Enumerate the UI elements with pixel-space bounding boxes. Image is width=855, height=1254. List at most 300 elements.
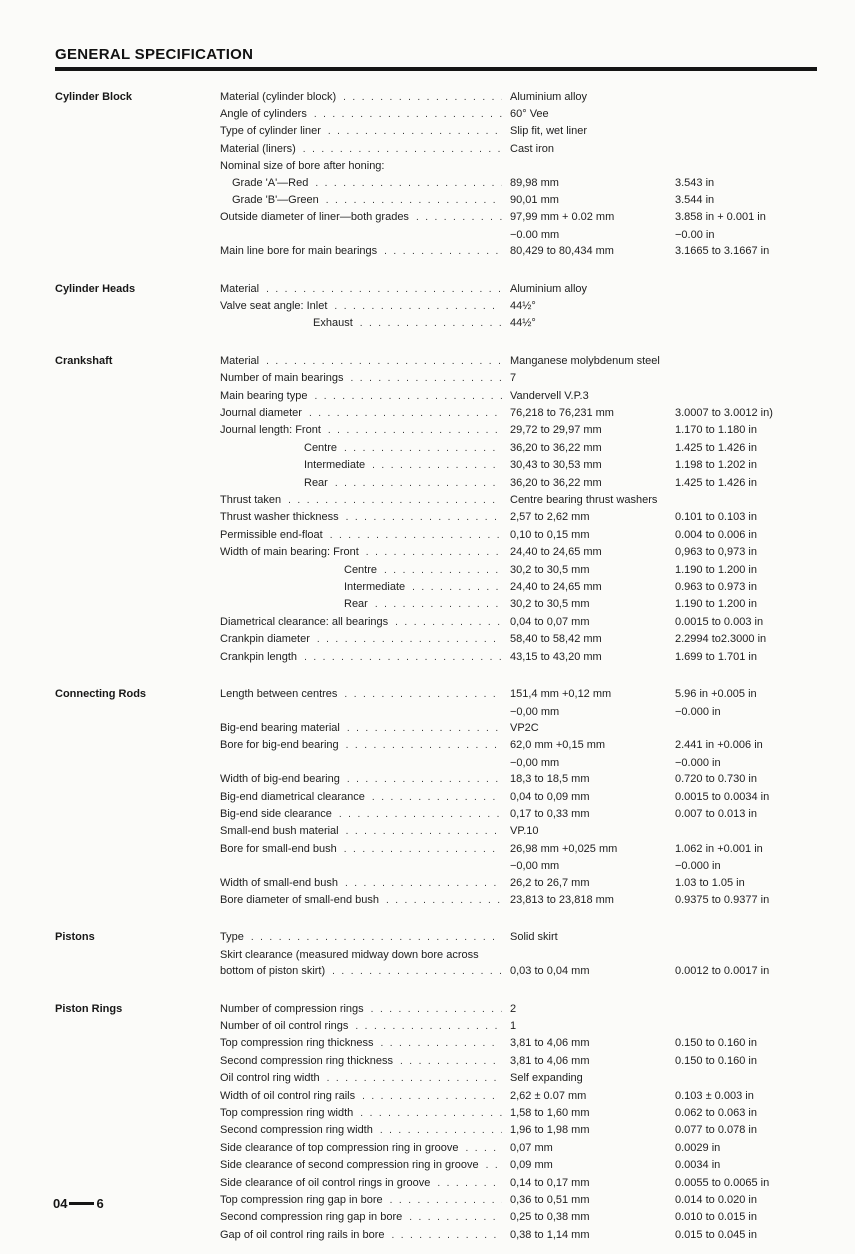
- metric-value: 1,58 to 1,60 mm: [510, 1107, 590, 1120]
- dot-leader: [334, 299, 502, 315]
- imperial-value: [675, 1018, 817, 1035]
- spec-label-text: Outside diameter of liner—both grades: [220, 211, 409, 224]
- spec-row: [220, 475, 817, 492]
- dot-leader: [330, 528, 502, 544]
- metric-value: 62,0 mm +0,15 mm: [510, 739, 606, 752]
- spec-label-text: Centre: [304, 441, 338, 454]
- spec-row: [220, 89, 817, 106]
- spec-label-text: Skirt clearance (measured midway down bore across: [220, 948, 479, 961]
- spec-label-text: Material (liners): [220, 142, 296, 155]
- imperial-value: 0.077 to 0.078 in: [675, 1124, 757, 1137]
- dot-leader: [346, 824, 502, 840]
- dot-leader: [344, 842, 502, 858]
- spec-label: [220, 315, 510, 332]
- spec-row: [220, 1209, 817, 1226]
- metric-value: Centre bearing thrust washers: [510, 494, 658, 507]
- spec-label: [220, 1105, 510, 1122]
- spec-row: [220, 353, 817, 370]
- spec-label: [220, 1192, 510, 1209]
- metric-value: 0,07 mm: [510, 1141, 553, 1154]
- spec-label: [220, 509, 510, 526]
- metric-value: Manganese molybdenum steel: [510, 354, 660, 367]
- dot-leader: [326, 193, 502, 209]
- imperial-value: [675, 353, 817, 370]
- imperial-value: 1.425 to 1.426 in: [675, 441, 757, 454]
- spec-row: [220, 1001, 817, 1018]
- metric-value: −0.00 mm: [510, 228, 560, 241]
- metric-value: 30,2 to 30,5 mm: [510, 598, 590, 611]
- metric-value: 3,81 to 4,06 mm: [510, 1054, 590, 1067]
- spec-row: [220, 509, 817, 526]
- section-rows: [220, 686, 817, 909]
- imperial-value: 0.007 to 0.013 in: [675, 807, 757, 820]
- spec-label-text: Material (cylinder block): [220, 90, 337, 103]
- spec-label: [220, 686, 510, 703]
- spec-label-text: Side clearance of top compression ring in groove: [220, 1141, 459, 1154]
- spec-row: [220, 422, 817, 439]
- section-rows: [220, 281, 817, 333]
- metric-value: 89,98 mm: [510, 176, 559, 189]
- imperial-value: −0.000 in: [675, 860, 721, 873]
- dot-leader: [346, 738, 502, 754]
- imperial-value: 3.543 in: [675, 176, 715, 189]
- dot-leader: [345, 876, 502, 892]
- imperial-value: 0.014 to 0.020 in: [675, 1194, 757, 1207]
- spec-label-text: Material: [220, 282, 260, 295]
- imperial-value: 0.0012 to 0.0017 in: [675, 965, 770, 978]
- metric-value: 60° Vee: [510, 107, 549, 120]
- spec-label-text: Big-end bearing material: [220, 721, 340, 734]
- spec-label-text: Big-end side clearance: [220, 807, 332, 820]
- spec-label: [220, 1227, 510, 1244]
- spec-label: [220, 704, 510, 720]
- spec-label: [220, 1140, 510, 1157]
- spec-row: [220, 1122, 817, 1139]
- spec-row: [220, 579, 817, 596]
- spec-label: [220, 1088, 510, 1105]
- spec-label: [220, 1001, 510, 1018]
- spec-row: [220, 755, 817, 771]
- metric-value: 26,2 to 26,7 mm: [510, 876, 590, 889]
- imperial-value: 1.062 in +0.001 in: [675, 842, 763, 855]
- spec-row: [220, 892, 817, 909]
- metric-value: 43,15 to 43,20 mm: [510, 650, 602, 663]
- imperial-value: 0.015 to 0.045 in: [675, 1228, 757, 1241]
- spec-label: [220, 492, 510, 509]
- imperial-value: [675, 947, 817, 963]
- spec-row: [220, 243, 817, 260]
- spec-label: [220, 123, 510, 140]
- spec-row: [220, 649, 817, 666]
- metric-value: 2: [510, 1002, 517, 1015]
- spec-label: [220, 440, 510, 457]
- dot-leader: [366, 545, 502, 561]
- spec-row: [220, 492, 817, 509]
- imperial-value: 1.190 to 1.200 in: [675, 598, 757, 611]
- spec-row: [220, 963, 817, 980]
- imperial-value: −0.000 in: [675, 756, 721, 769]
- spec-label-text: Angle of cylinders: [220, 107, 307, 120]
- dot-leader: [437, 1176, 502, 1192]
- spec-label-text: Bore diameter of small-end bush: [220, 893, 379, 906]
- spec-label: [220, 1070, 510, 1087]
- spec-label: [220, 1157, 510, 1174]
- spec-row: [220, 227, 817, 243]
- spec-label-text: Width of big-end bearing: [220, 773, 340, 786]
- metric-value: 80,429 to 80,434 mm: [510, 245, 614, 258]
- imperial-value: 2.441 in +0.006 in: [675, 739, 763, 752]
- spec-row: [220, 1035, 817, 1052]
- imperial-value: 1.425 to 1.426 in: [675, 476, 757, 489]
- metric-value: 0,25 to 0,38 mm: [510, 1211, 590, 1224]
- spec-row: [220, 841, 817, 858]
- spec-label-text: Length between centres: [220, 688, 338, 701]
- dot-leader: [344, 687, 502, 703]
- spec-label-text: Oil control ring width: [220, 1072, 320, 1085]
- spec-label-text: bottom of piston skirt): [220, 965, 326, 978]
- spec-label-text: Rear: [304, 476, 328, 489]
- spec-section: [55, 929, 817, 980]
- spec-row: [220, 123, 817, 140]
- spec-label-text: Side clearance of oil control rings in groove: [220, 1176, 431, 1189]
- spec-label-text: Number of main bearings: [220, 372, 344, 385]
- metric-value: 0,38 to 1,14 mm: [510, 1228, 590, 1241]
- metric-value: 18,3 to 18,5 mm: [510, 773, 590, 786]
- section-heading: Pistons: [55, 931, 95, 944]
- imperial-value: −0.000 in: [675, 705, 721, 718]
- spec-row: [220, 457, 817, 474]
- spec-label: [220, 370, 510, 387]
- spec-row: [220, 875, 817, 892]
- metric-value: −0,00 mm: [510, 705, 560, 718]
- section-rows: [220, 353, 817, 666]
- metric-value: 7: [510, 372, 517, 385]
- spec-label-text: Side clearance of second compression ring in groove: [220, 1159, 479, 1172]
- dot-leader: [251, 930, 502, 946]
- imperial-value: [675, 388, 817, 405]
- spec-label: [220, 405, 510, 422]
- spec-label-text: Number of oil control rings: [220, 1020, 349, 1032]
- section-heading: Piston Rings: [55, 1002, 123, 1015]
- metric-value: Self expanding: [510, 1072, 583, 1085]
- spec-label: [220, 422, 510, 439]
- section-rows: [220, 89, 817, 261]
- spec-label: [220, 737, 510, 754]
- page-title: GENERAL SPECIFICATION: [55, 46, 254, 63]
- dot-leader: [371, 1002, 502, 1018]
- spec-row: [220, 614, 817, 631]
- spec-label-text: Exhaust: [313, 317, 353, 330]
- spec-label-text: Crankpin diameter: [220, 633, 310, 646]
- spec-label: [220, 823, 510, 840]
- spec-label: [220, 755, 510, 771]
- dot-leader: [304, 650, 502, 666]
- page-number-section: 04: [53, 1196, 68, 1211]
- spec-label: [220, 106, 510, 123]
- metric-value: 0,17 to 0,33 mm: [510, 807, 590, 820]
- dot-leader: [400, 1054, 502, 1070]
- metric-value: 1: [510, 1020, 517, 1032]
- spec-label-text: Centre: [344, 563, 378, 576]
- metric-value: 76,218 to 76,231 mm: [510, 407, 614, 419]
- spec-label: [220, 579, 510, 596]
- imperial-value: 3.1665 to 3.1667 in: [675, 245, 770, 258]
- spec-label-text: Big-end diametrical clearance: [220, 790, 365, 803]
- spec-row: [220, 388, 817, 405]
- dot-leader: [309, 406, 502, 422]
- metric-value: 0,10 to 0,15 mm: [510, 528, 590, 541]
- metric-value: 151,4 mm +0,12 mm: [510, 688, 612, 701]
- spec-row: [220, 175, 817, 192]
- spec-label: [220, 298, 510, 315]
- spec-row: [220, 686, 817, 703]
- spec-row: [220, 929, 817, 946]
- spec-label-text: Bore for big-end bearing: [220, 739, 339, 752]
- spec-label: [220, 596, 510, 613]
- spec-label-text: Type of cylinder liner: [220, 125, 321, 138]
- metric-value: 24,40 to 24,65 mm: [510, 581, 602, 594]
- metric-value: −0,00 mm: [510, 756, 560, 769]
- spec-label: [220, 720, 510, 737]
- spec-row: [220, 440, 817, 457]
- spec-label: [220, 353, 510, 370]
- spec-row: [220, 370, 817, 387]
- spec-label: [220, 649, 510, 666]
- metric-value: 0,03 to 0,04 mm: [510, 965, 590, 978]
- spec-label: [220, 1018, 510, 1035]
- spec-label: [220, 1175, 510, 1192]
- spec-row: [220, 106, 817, 123]
- spec-label: [220, 1053, 510, 1070]
- spec-row: [220, 405, 817, 422]
- dot-leader: [327, 1071, 502, 1087]
- imperial-value: 2.2994 to2.3000 in: [675, 633, 767, 646]
- dot-leader: [372, 790, 502, 806]
- metric-value: 2,57 to 2,62 mm: [510, 511, 590, 524]
- footer-dash: [69, 1202, 94, 1205]
- spec-row: [220, 562, 817, 579]
- metric-value: 30,43 to 30,53 mm: [510, 459, 602, 472]
- imperial-value: [675, 89, 817, 106]
- spec-row: [220, 527, 817, 544]
- spec-label: [220, 475, 510, 492]
- dot-leader: [328, 124, 502, 140]
- spec-label: [220, 527, 510, 544]
- spec-row: [220, 720, 817, 737]
- spec-label: [220, 806, 510, 823]
- spec-row: [220, 281, 817, 298]
- spec-row: [220, 771, 817, 788]
- imperial-value: [675, 1001, 817, 1018]
- dot-leader: [346, 510, 502, 526]
- spec-label-text: Gap of oil control ring rails in bore: [220, 1228, 385, 1241]
- metric-value: Solid skirt: [510, 931, 558, 944]
- spec-label-text: Thrust washer thickness: [220, 511, 339, 524]
- spec-label-text: Journal diameter: [220, 407, 302, 419]
- spec-row: [220, 1192, 817, 1209]
- section-heading: Crankshaft: [55, 354, 113, 367]
- spec-row: [220, 737, 817, 754]
- metric-value: 0,09 mm: [510, 1159, 553, 1172]
- spec-label: [220, 457, 510, 474]
- metric-value: 0,04 to 0,09 mm: [510, 790, 590, 803]
- dot-leader: [412, 580, 502, 596]
- imperial-value: 1.198 to 1.202 in: [675, 459, 757, 472]
- imperial-value: 0.101 to 0.103 in: [675, 511, 757, 524]
- metric-value: 0,04 to 0,07 mm: [510, 615, 590, 628]
- spec-row: [220, 704, 817, 720]
- dot-leader: [266, 282, 502, 298]
- spec-label: [220, 227, 510, 243]
- imperial-value: 0.0015 to 0.003 in: [675, 615, 764, 628]
- imperial-value: [675, 492, 817, 509]
- spec-label-text: Main line bore for main bearings: [220, 245, 378, 258]
- metric-value: 23,813 to 23,818 mm: [510, 893, 614, 906]
- dot-leader: [328, 423, 502, 439]
- metric-value: 44½°: [510, 317, 536, 330]
- metric-value: Slip fit, wet liner: [510, 125, 588, 138]
- imperial-value: [675, 823, 817, 840]
- dot-leader: [384, 244, 502, 260]
- spec-section: [55, 353, 817, 666]
- imperial-value: 0.0029 in: [675, 1141, 721, 1154]
- imperial-value: [675, 315, 817, 332]
- spec-row: [220, 1105, 817, 1122]
- spec-row: [220, 947, 817, 963]
- spec-row: [220, 596, 817, 613]
- spec-row: [220, 1157, 817, 1174]
- imperial-value: [675, 123, 817, 140]
- dot-leader: [344, 441, 502, 457]
- dot-leader: [347, 772, 502, 788]
- spec-row: [220, 1018, 817, 1035]
- spec-label: [220, 209, 510, 226]
- imperial-value: 0.0055 to 0.0065 in: [675, 1176, 770, 1189]
- spec-sections: [55, 89, 817, 1245]
- metric-value: 29,72 to 29,97 mm: [510, 424, 602, 437]
- dot-leader: [314, 389, 502, 405]
- dot-leader: [372, 458, 502, 474]
- dot-leader: [390, 1193, 502, 1209]
- spec-row: [220, 789, 817, 806]
- spec-row: [220, 858, 817, 874]
- dot-leader: [386, 893, 502, 909]
- dot-leader: [395, 615, 502, 631]
- metric-value: [510, 158, 675, 174]
- spec-label-text: Width of oil control ring rails: [220, 1089, 356, 1102]
- spec-row: [220, 1088, 817, 1105]
- spec-label: [220, 89, 510, 106]
- spec-label-text: Width of small-end bush: [220, 876, 338, 889]
- spec-label-text: Second compression ring thickness: [220, 1054, 394, 1067]
- imperial-value: 3.0007 to 3.0012 in): [675, 407, 773, 419]
- dot-leader: [266, 354, 502, 370]
- imperial-value: [675, 370, 817, 387]
- imperial-value: 1.699 to 1.701 in: [675, 650, 757, 663]
- imperial-value: 0.150 to 0.160 in: [675, 1037, 757, 1050]
- metric-value: 58,40 to 58,42 mm: [510, 633, 602, 646]
- metric-value: Cast iron: [510, 142, 555, 155]
- imperial-value: [675, 281, 817, 298]
- spec-label-text: Nominal size of bore after honing:: [220, 160, 385, 173]
- dot-leader: [362, 1089, 502, 1105]
- imperial-value: [675, 158, 817, 174]
- title-rule: [55, 67, 817, 71]
- dot-leader: [314, 107, 502, 123]
- spec-label: [220, 1035, 510, 1052]
- dot-leader: [486, 1158, 502, 1174]
- imperial-value: [675, 298, 817, 315]
- spec-label-text: Permissible end-float: [220, 528, 323, 541]
- metric-value: 0,14 to 0,17 mm: [510, 1176, 590, 1189]
- spec-row: [220, 209, 817, 226]
- spec-label: [220, 789, 510, 806]
- imperial-value: 1.170 to 1.180 in: [675, 424, 757, 437]
- dot-leader: [317, 632, 502, 648]
- metric-value: Vandervell V.P.3: [510, 389, 589, 402]
- imperial-value: 0.004 to 0.006 in: [675, 528, 757, 541]
- spec-label-text: Rear: [344, 598, 368, 611]
- dot-leader: [339, 807, 502, 823]
- spec-row: [220, 1053, 817, 1070]
- spec-section: [55, 1001, 817, 1245]
- spec-label: [220, 1209, 510, 1226]
- spec-label-text: Width of main bearing: Front: [220, 546, 359, 559]
- metric-value: 2,62 ± 0.07 mm: [510, 1089, 587, 1102]
- dot-leader: [380, 1036, 502, 1052]
- metric-value: 3,81 to 4,06 mm: [510, 1037, 590, 1050]
- spec-label: [220, 963, 510, 980]
- spec-label: [220, 243, 510, 260]
- spec-label-text: Top compression ring gap in bore: [220, 1194, 383, 1207]
- spec-row: [220, 823, 817, 840]
- metric-value: 1,96 to 1,98 mm: [510, 1124, 590, 1137]
- spec-label-text: Type: [220, 931, 244, 944]
- spec-label-text: Journal length: Front: [220, 424, 321, 437]
- spec-row: [220, 806, 817, 823]
- imperial-value: 0,963 to 0,973 in: [675, 546, 757, 559]
- dot-leader: [360, 1106, 502, 1122]
- dot-leader: [384, 563, 502, 579]
- imperial-value: 1.03 to 1.05 in: [675, 876, 745, 889]
- spec-label: [220, 875, 510, 892]
- dot-leader: [315, 176, 502, 192]
- spec-row: [220, 192, 817, 209]
- page-number: 6: [96, 1196, 104, 1211]
- metric-value: Aluminium alloy: [510, 90, 588, 103]
- imperial-value: 0.0015 to 0.0034 in: [675, 790, 770, 803]
- dot-leader: [347, 721, 502, 737]
- spec-row: [220, 631, 817, 648]
- imperial-value: [675, 1070, 817, 1087]
- imperial-value: 3.544 in: [675, 193, 715, 206]
- spec-row: [220, 1227, 817, 1244]
- imperial-value: 0.062 to 0.063 in: [675, 1107, 757, 1120]
- spec-label: [220, 771, 510, 788]
- spec-row: [220, 298, 817, 315]
- section-rows: [220, 929, 817, 980]
- spec-label-text: Second compression ring width: [220, 1124, 373, 1137]
- dot-leader: [465, 1141, 502, 1157]
- spec-label-text: Small-end bush material: [220, 825, 339, 838]
- dot-leader: [303, 142, 502, 158]
- metric-value: 97,99 mm + 0.02 mm: [510, 211, 615, 224]
- dot-leader: [343, 90, 502, 106]
- dot-leader: [360, 316, 502, 332]
- metric-value: [510, 947, 675, 963]
- imperial-value: −0.00 in: [675, 228, 715, 241]
- metric-value: Aluminium alloy: [510, 282, 588, 295]
